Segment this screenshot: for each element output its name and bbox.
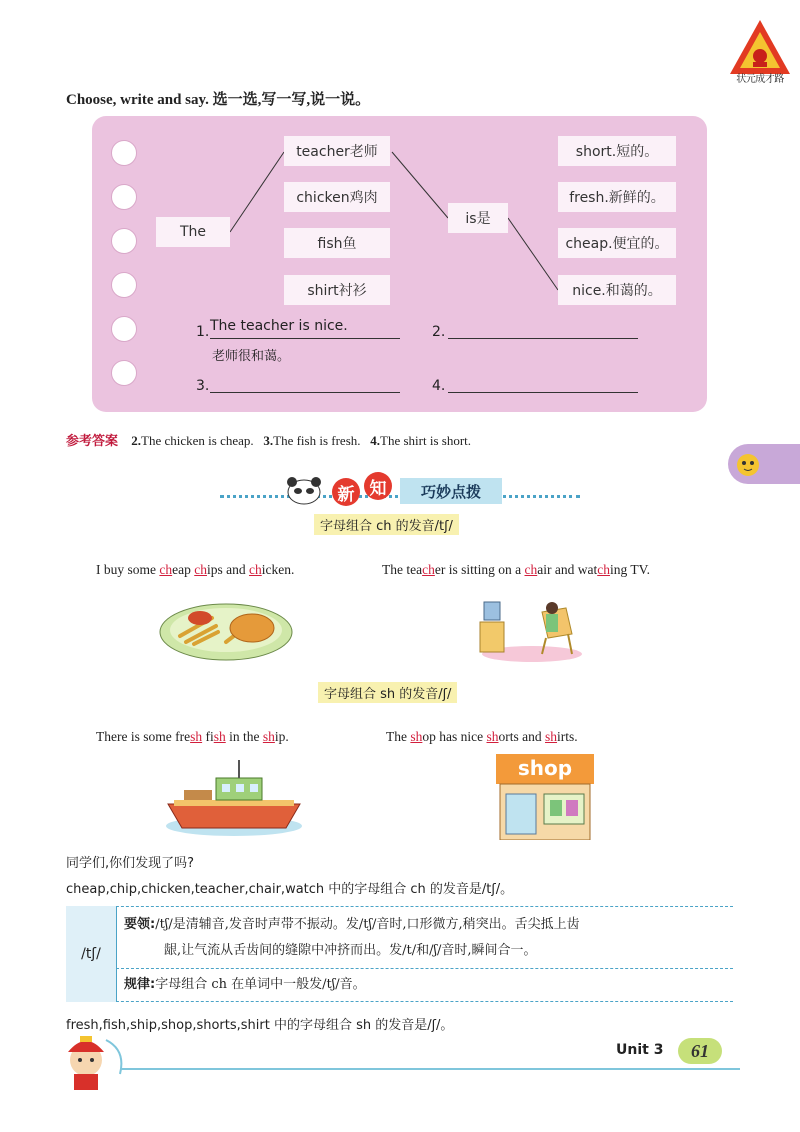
highlight-ch: ch	[159, 562, 173, 577]
word-cheap: cheap.便宜的。	[558, 228, 676, 258]
discover-ch-line: cheap,chip,chicken,teacher,chair,watch 中的字母组合 ch 的发音是/tʃ/。	[66, 882, 514, 897]
table-symbol: /tʃ/	[66, 906, 116, 1002]
word-fish: fish鱼	[284, 228, 390, 258]
text-segment: ip.	[274, 729, 289, 744]
highlight-ch: ch	[597, 562, 610, 577]
answer-num-3: 3.	[196, 378, 210, 394]
word-fresh: fresh.新鲜的。	[558, 182, 676, 212]
highlight-ch: ch	[248, 562, 262, 577]
rule-text: 字母组合 ch 在单词中一般发/tʃ/音。	[155, 977, 366, 992]
highlight-sh: sh	[545, 729, 558, 744]
answer-line-2[interactable]	[448, 338, 638, 339]
binder-hole	[111, 272, 137, 298]
binder-hole	[111, 360, 137, 386]
word-is: is是	[448, 203, 508, 233]
ref-text: The fish is fresh.	[273, 433, 361, 448]
binder-hole	[111, 316, 137, 342]
ch-sentence-1	[96, 562, 294, 578]
text-segment: I buy some	[96, 562, 160, 577]
key-text-cont: 龈,让气流从舌齿间的缝隙中冲挤而出。发/t/和/ʃ/音时,瞬间合一。	[164, 943, 537, 958]
word-nice: nice.和蔼的。	[558, 275, 676, 305]
highlight-sh: sh	[190, 729, 203, 744]
highlight-ch: ch	[194, 562, 207, 577]
text-segment: icken.	[261, 562, 295, 577]
binder-hole	[111, 184, 137, 210]
example-answer-cn: 老师很和蔼。	[212, 349, 291, 364]
ref-num: 2.	[131, 433, 142, 448]
example-answer-en: The teacher is nice.	[210, 318, 348, 334]
table-row-divider	[116, 968, 733, 969]
answer-num-1: 1.	[196, 324, 210, 340]
highlight-ch: ch	[524, 562, 538, 577]
discover-sh-line: fresh,fish,ship,shop,shorts,shirt 中的字母组合 sh 的发音是/ʃ/。	[66, 1018, 454, 1033]
reference-answers	[66, 430, 471, 449]
text-segment: fi	[202, 729, 214, 744]
sh-subtitle: 字母组合 sh 的发音/ʃ/	[318, 682, 457, 703]
ref-num: 4.	[370, 433, 381, 448]
banner-badge-new: 新	[332, 478, 360, 506]
answer-line-4[interactable]	[448, 392, 638, 393]
ref-text: The shirt is short.	[380, 433, 472, 448]
banner-title: 巧妙点拨	[400, 478, 502, 504]
ship-illustration	[164, 756, 304, 838]
brand-logo-text: 状元成才路	[736, 74, 784, 85]
discover-question: 同学们,你们发现了吗?	[66, 856, 195, 871]
banner-badge-know: 知	[364, 472, 392, 500]
text-segment: eap	[172, 562, 195, 577]
table-divider	[116, 906, 117, 1002]
word-the: The	[156, 217, 230, 247]
text-segment: in the	[225, 729, 263, 744]
chicken-chips-plate-illustration	[156, 596, 296, 662]
text-segment: There is some fre	[96, 729, 191, 744]
answer-num-2: 2.	[432, 324, 446, 340]
panda-icon	[284, 474, 324, 506]
text-segment: irts.	[557, 729, 578, 744]
unit-label: Unit 3	[616, 1042, 664, 1058]
key-label: 要领:	[124, 917, 156, 932]
binder-hole	[111, 228, 137, 254]
text-segment: er is sitting on a	[434, 562, 525, 577]
highlight-ch: ch	[422, 562, 435, 577]
highlight-sh: sh	[410, 729, 423, 744]
key-text: /tʃ/是清辅音,发音时声带不振动。发/tʃ/音时,口形微方,稍突出。舌尖抵上齿	[155, 917, 580, 932]
answer-num-4: 4.	[432, 378, 446, 394]
highlight-sh: sh	[486, 729, 499, 744]
answer-line-3[interactable]	[210, 392, 400, 393]
sh-sentence-1	[96, 729, 289, 745]
ref-text: The chicken is cheap.	[141, 433, 254, 448]
page-number: 61	[678, 1038, 722, 1064]
mascot-icon	[56, 1030, 126, 1092]
word-chicken: chicken鸡肉	[284, 182, 390, 212]
text-segment: The	[386, 729, 411, 744]
ch-sentence-2	[382, 562, 650, 578]
highlight-sh: sh	[262, 729, 275, 744]
sh-sentence-2	[386, 729, 578, 745]
word-teacher: teacher老师	[284, 136, 390, 166]
footer-line	[120, 1068, 740, 1070]
text-segment: The tea	[382, 562, 423, 577]
exercise-instruction: Choose, write and say. 选一选,写一写,说一说。	[66, 92, 371, 108]
text-segment: orts and	[498, 729, 546, 744]
text-segment: ing TV.	[609, 562, 650, 577]
girl-watching-tv-illustration	[472, 594, 582, 664]
cat-face-icon	[734, 450, 762, 478]
table-rule-row	[124, 972, 728, 998]
text-segment: air and wat	[537, 562, 598, 577]
highlight-sh: sh	[213, 729, 226, 744]
shop-sign: shop	[517, 756, 573, 780]
text-segment: op has nice	[422, 729, 487, 744]
word-short: short.短的。	[558, 136, 676, 166]
word-shirt: shirt衬衫	[284, 275, 390, 305]
table-key-row	[124, 912, 728, 964]
reference-tag: 参考答案	[66, 434, 119, 449]
ref-num: 3.	[263, 433, 274, 448]
ch-subtitle: 字母组合 ch 的发音/tʃ/	[314, 514, 459, 535]
text-segment: ips and	[206, 562, 249, 577]
rule-label: 规律:	[124, 977, 156, 992]
binder-hole	[111, 140, 137, 166]
answer-line-1[interactable]	[210, 338, 400, 339]
